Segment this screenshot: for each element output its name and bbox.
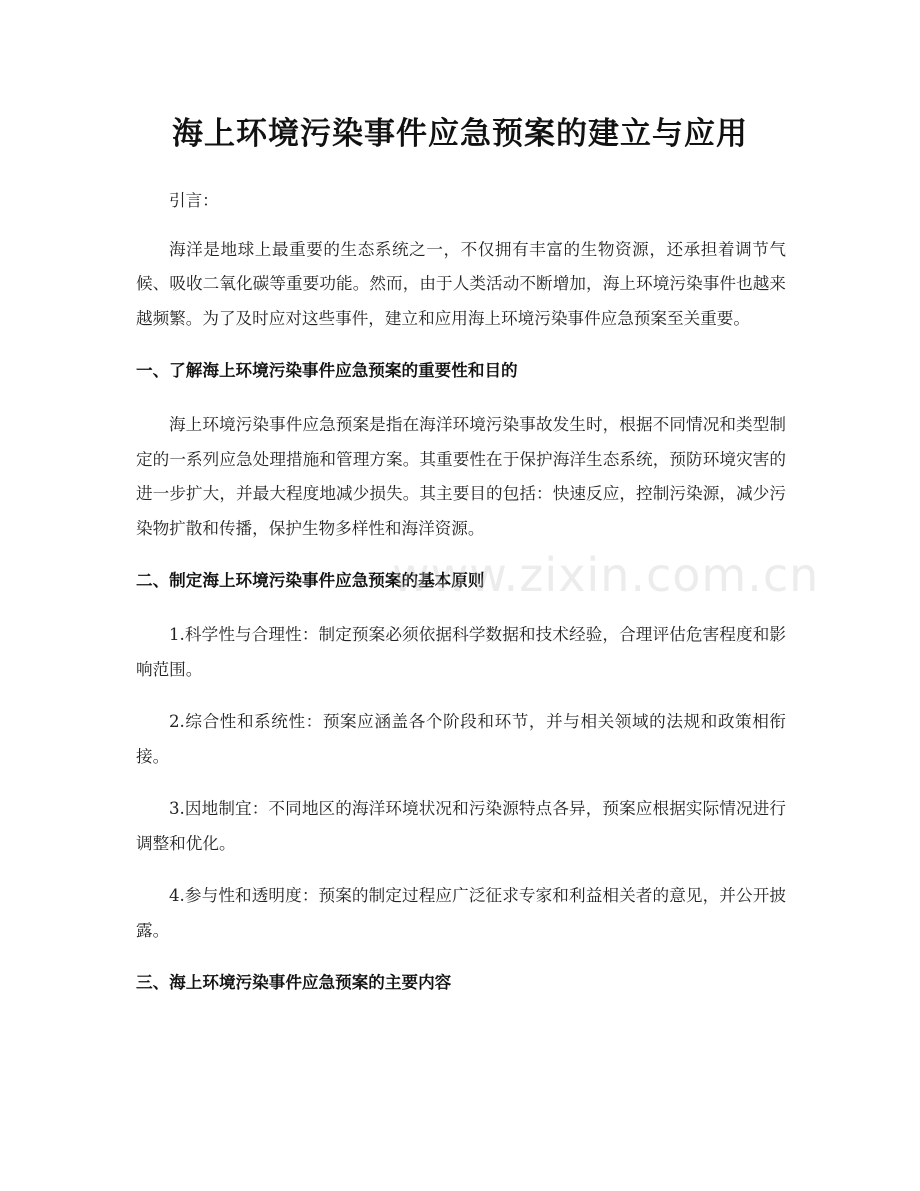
section-2-heading: 二、制定海上环境污染事件应急预案的基本原则 [136,571,485,590]
watermark: www.zixin.com.cn [392,548,820,602]
principle-item-4: 4.参与性和透明度：预案的制定过程应广泛征求专家和利益相关者的意见，并公开披露。 [136,886,786,940]
document-title: 海上环境污染事件应急预案的建立与应用 [172,116,748,152]
intro-paragraph: 海洋是地球上最重要的生态系统之一，不仅拥有丰富的生物资源，还承担着调节气候、吸收二氧化碳等重要功能。然而，由于人类活动不断增加，海上环境污染事件也越来越频繁。为了及时应对这些事件，建立和应用海上环境污染事件应急预案至关重要。 [136,239,786,328]
section-1-paragraph: 海上环境污染事件应急预案是指在海洋环境污染事故发生时，根据不同情况和类型制定的一系列应急处理措施和管理方案。其重要性在于保护海洋生态系统，预防环境灾害的进一步扩大，并最大程度地减少损失。其主要目的包括：快速反应，控制污染源，减少污染物扩散和传播，保护生物多样性和海洋资源。 [136,415,786,538]
principle-item-2: 2.综合性和系统性：预案应涵盖各个阶段和环节，并与相关领域的法规和政策相衔接。 [136,712,786,766]
document-body [136,184,786,1020]
principle-item-1: 1.科学性与合理性：制定预案必须依据科学数据和技术经验，合理评估危害程度和影响范围。 [136,625,786,679]
section-1-heading: 一、了解海上环境污染事件应急预案的重要性和目的 [136,361,518,380]
principle-item-3: 3.因地制宜：不同地区的海洋环境状况和污染源特点各异，预案应根据实际情况进行调整和优化。 [136,799,786,853]
intro-label: 引言： [169,191,219,210]
section-3-heading: 三、海上环境污染事件应急预案的主要内容 [136,973,452,992]
